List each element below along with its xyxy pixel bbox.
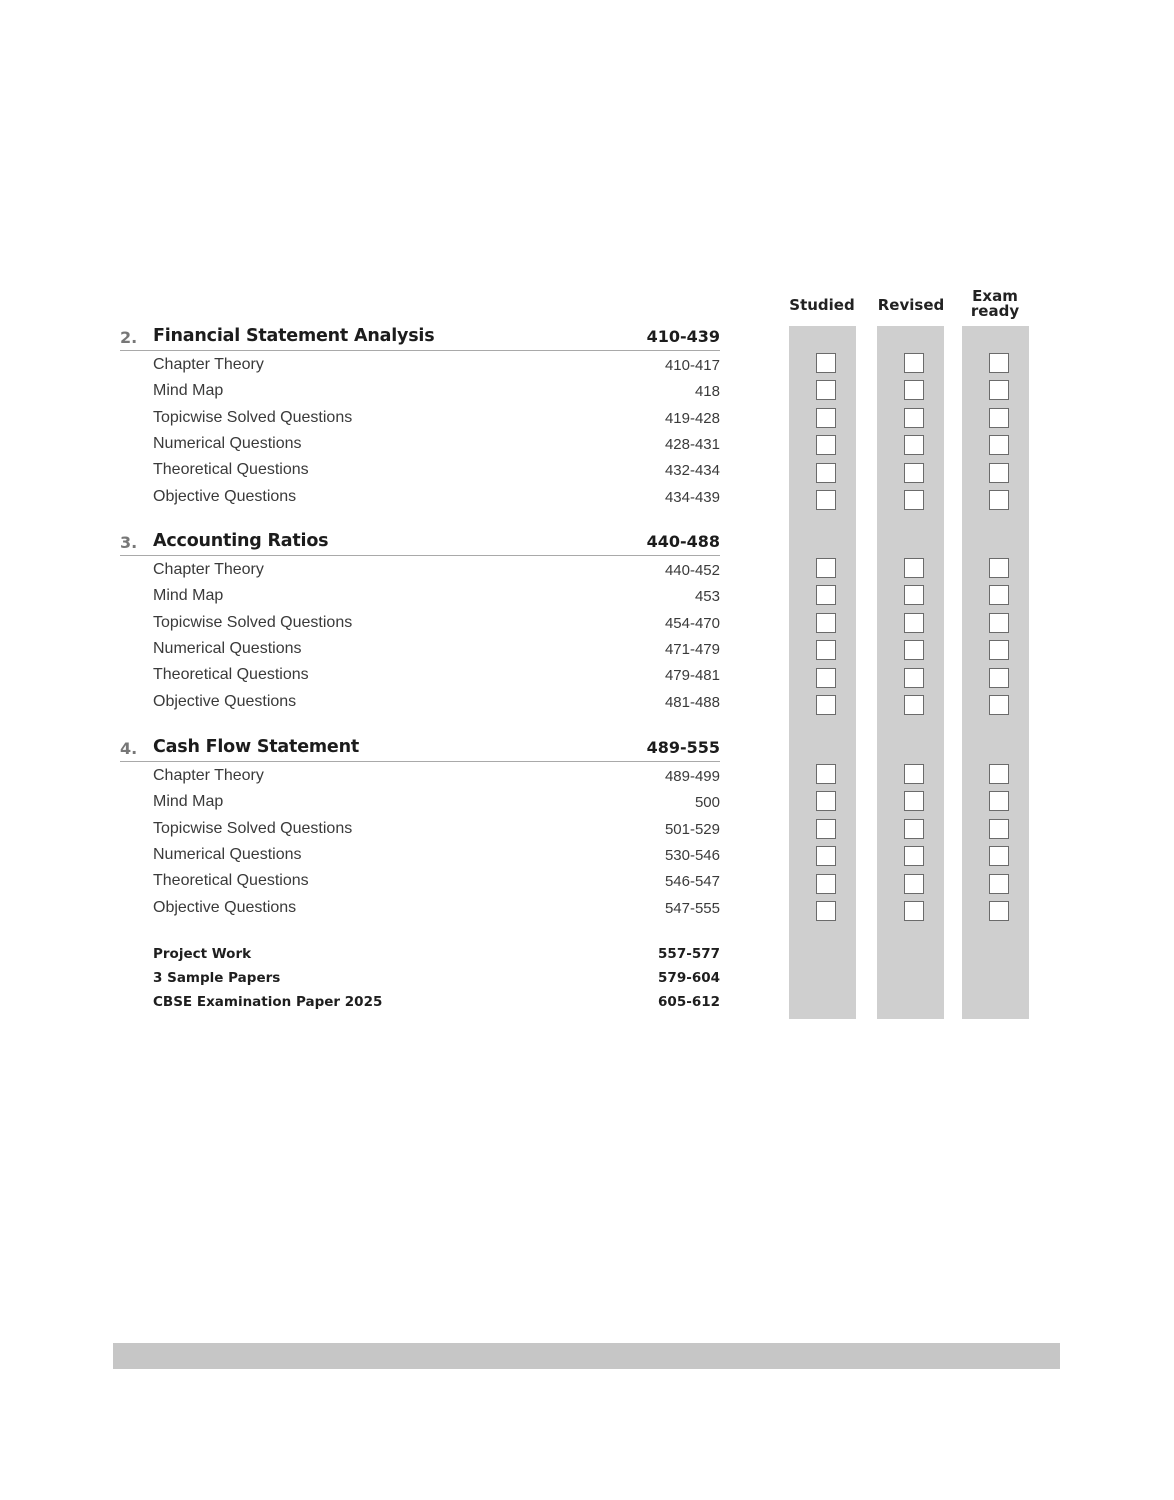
revised-checkbox[interactable] — [904, 846, 924, 866]
revised-checkbox[interactable] — [904, 874, 924, 894]
list-item-pages: 481-488 — [664, 693, 720, 711]
section-number: 4. — [120, 739, 138, 758]
studied-checkbox[interactable] — [816, 695, 836, 715]
revised-checkbox[interactable] — [904, 380, 924, 400]
column-header-studied-label: Studied — [789, 296, 855, 314]
list-item-pages: 479-481 — [664, 667, 720, 685]
studied-checkbox[interactable] — [816, 640, 836, 660]
studied-checkbox[interactable] — [816, 791, 836, 811]
list-item — [153, 846, 720, 868]
section-title: Financial Statement Analysis — [153, 326, 435, 346]
list-item — [153, 872, 720, 894]
studied-checkbox[interactable] — [816, 613, 836, 633]
list-item — [153, 587, 720, 609]
list-item-label: Theoretical Questions — [153, 461, 309, 479]
exam-ready-checkbox[interactable] — [989, 435, 1009, 455]
exam-ready-checkbox[interactable] — [989, 640, 1009, 660]
exam-ready-checkbox[interactable] — [989, 585, 1009, 605]
studied-checkbox[interactable] — [816, 353, 836, 373]
exam-ready-checkbox[interactable] — [989, 846, 1009, 866]
list-item — [153, 614, 720, 636]
list-item-label: Objective Questions — [153, 692, 297, 710]
extra-item-sample-papers — [153, 970, 720, 988]
studied-checkbox[interactable] — [816, 901, 836, 921]
revised-checkbox[interactable] — [904, 490, 924, 510]
revised-checkbox[interactable] — [904, 764, 924, 784]
column-header-revised-label: Revised — [877, 296, 945, 314]
list-item — [153, 488, 720, 510]
list-item-label: Chapter Theory — [153, 356, 264, 373]
list-item — [153, 820, 720, 842]
section-pages: 489-555 — [646, 738, 720, 757]
list-item-pages: 419-428 — [664, 409, 720, 427]
section-pages: 440-488 — [646, 532, 720, 551]
list-item-pages: 489-499 — [664, 768, 720, 785]
exam-ready-checkbox[interactable] — [989, 353, 1009, 373]
list-item-label: Chapter Theory — [153, 561, 264, 578]
studied-checkbox[interactable] — [816, 463, 836, 483]
studied-checkbox[interactable] — [816, 558, 836, 578]
revised-checkbox[interactable] — [904, 435, 924, 455]
revised-checkbox[interactable] — [904, 819, 924, 839]
studied-checkbox[interactable] — [816, 819, 836, 839]
column-header-revised — [866, 298, 956, 313]
exam-ready-checkbox[interactable] — [989, 613, 1009, 633]
list-item — [153, 693, 720, 715]
list-item-pages: 428-431 — [664, 435, 720, 453]
list-item — [153, 793, 720, 815]
footer-bar — [113, 1343, 1060, 1369]
list-item-label: Theoretical Questions — [153, 872, 309, 890]
list-item-pages: 500 — [694, 794, 720, 812]
section-title: Cash Flow Statement — [153, 737, 359, 757]
revised-checkbox[interactable] — [904, 613, 924, 633]
studied-checkbox[interactable] — [816, 408, 836, 428]
list-item-label: Mind Map — [153, 793, 224, 811]
exam-ready-checkbox[interactable] — [989, 764, 1009, 784]
list-item-label: Numerical Questions — [153, 845, 302, 863]
list-item — [153, 409, 720, 431]
studied-checkbox[interactable] — [816, 490, 836, 510]
extra-item-pages: 557-577 — [658, 946, 720, 962]
list-item-label: Chapter Theory — [153, 767, 264, 784]
revised-checkbox[interactable] — [904, 408, 924, 428]
list-item-pages: 547-555 — [664, 899, 720, 917]
section-number: 3. — [120, 533, 138, 552]
list-item-label: Objective Questions — [153, 487, 297, 505]
studied-checkbox[interactable] — [816, 874, 836, 894]
revised-checkbox[interactable] — [904, 640, 924, 660]
extra-item-label: Project Work — [153, 946, 252, 962]
list-item-pages: 501-529 — [664, 820, 720, 838]
list-item-pages: 530-546 — [664, 846, 720, 864]
extra-item-pages: 579-604 — [658, 970, 720, 986]
list-item-pages: 440-452 — [664, 562, 720, 579]
studied-checkbox[interactable] — [816, 380, 836, 400]
revised-checkbox[interactable] — [904, 353, 924, 373]
studied-checkbox[interactable] — [816, 668, 836, 688]
section-pages: 410-439 — [646, 327, 720, 346]
exam-ready-checkbox[interactable] — [989, 901, 1009, 921]
revised-checkbox[interactable] — [904, 791, 924, 811]
studied-checkbox[interactable] — [816, 846, 836, 866]
list-item — [153, 640, 720, 662]
extra-item-label: CBSE Examination Paper 2025 — [153, 994, 383, 1010]
revised-checkbox[interactable] — [904, 585, 924, 605]
list-item-label: Mind Map — [153, 587, 224, 605]
list-item-label: Topicwise Solved Questions — [153, 819, 353, 837]
list-item-label: Mind Map — [153, 382, 224, 400]
list-item — [153, 666, 720, 688]
column-header-exam-ready-line1: Exam — [972, 287, 1018, 305]
list-item-pages: 454-470 — [664, 614, 720, 632]
list-item-pages: 471-479 — [664, 640, 720, 658]
section-title: Accounting Ratios — [153, 531, 329, 551]
section-heading — [120, 531, 720, 556]
list-item-label: Numerical Questions — [153, 639, 302, 657]
revised-checkbox[interactable] — [904, 463, 924, 483]
exam-ready-checkbox[interactable] — [989, 874, 1009, 894]
studied-checkbox[interactable] — [816, 764, 836, 784]
list-item — [153, 435, 720, 457]
exam-ready-checkbox[interactable] — [989, 463, 1009, 483]
revised-checkbox[interactable] — [904, 668, 924, 688]
column-header-exam-ready — [950, 289, 1040, 319]
studied-checkbox[interactable] — [816, 585, 836, 605]
extra-item-project-work — [153, 946, 720, 964]
revised-checkbox[interactable] — [904, 558, 924, 578]
exam-ready-checkbox[interactable] — [989, 558, 1009, 578]
list-item-pages: 432-434 — [664, 462, 720, 480]
list-item — [153, 382, 720, 404]
column-header-exam-ready-line2: ready — [970, 302, 1020, 320]
extra-item-cbse-paper — [153, 994, 720, 1012]
exam-ready-checkbox[interactable] — [989, 819, 1009, 839]
list-item-pages: 453 — [694, 588, 720, 606]
exam-ready-checkbox[interactable] — [989, 668, 1009, 688]
list-item-label: Topicwise Solved Questions — [153, 408, 353, 426]
list-item-label: Theoretical Questions — [153, 666, 309, 684]
list-item — [153, 899, 720, 921]
list-item — [153, 767, 720, 789]
list-item-label: Objective Questions — [153, 898, 297, 916]
revised-checkbox[interactable] — [904, 901, 924, 921]
list-item — [153, 356, 720, 378]
extra-item-pages: 605-612 — [658, 994, 720, 1010]
column-header-studied — [777, 298, 867, 313]
list-item-pages: 410-417 — [664, 357, 720, 374]
exam-ready-checkbox[interactable] — [989, 408, 1009, 428]
list-item-label: Numerical Questions — [153, 434, 302, 452]
exam-ready-checkbox[interactable] — [989, 791, 1009, 811]
list-item-pages: 418 — [694, 383, 720, 401]
list-item-pages: 546-547 — [664, 873, 720, 891]
section-heading — [120, 737, 720, 762]
section-heading — [120, 326, 720, 351]
revised-checkbox[interactable] — [904, 695, 924, 715]
list-item-pages: 434-439 — [664, 488, 720, 506]
studied-checkbox[interactable] — [816, 435, 836, 455]
exam-ready-checkbox[interactable] — [989, 490, 1009, 510]
exam-ready-checkbox[interactable] — [989, 695, 1009, 715]
list-item — [153, 561, 720, 583]
section-number: 2. — [120, 328, 138, 347]
list-item-label: Topicwise Solved Questions — [153, 613, 353, 631]
extra-item-label: 3 Sample Papers — [153, 970, 281, 986]
list-item — [153, 461, 720, 483]
exam-ready-checkbox[interactable] — [989, 380, 1009, 400]
